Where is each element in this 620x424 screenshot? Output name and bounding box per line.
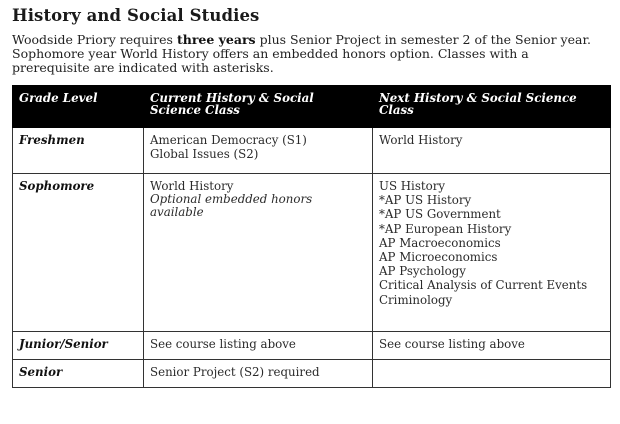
header-grade-level: Grade Level [13, 86, 144, 128]
next-class-item: *AP US History [379, 193, 472, 208]
next-class-cell [373, 174, 611, 332]
next-class-item: Critical Analysis of Current Events [379, 278, 588, 293]
next-class-item: US History [379, 179, 446, 193]
intro-text-end: plus Senior Project in semester 2 of the Senior year. Sophomore year World History offers an embedded honors option. Classes with a prerequisite are indicated with asterisks. [12, 32, 592, 75]
current-class-item: World History [150, 179, 234, 193]
table-row [13, 360, 611, 388]
next-class-item: AP Psychology [379, 264, 466, 279]
next-class-item: World History [379, 133, 463, 147]
next-class-item: AP Macroeconomics [379, 235, 501, 250]
current-class-cell [144, 128, 373, 174]
grade-cell: Freshmen [13, 128, 144, 174]
grade-cell: Senior [13, 360, 144, 388]
next-class-item: See course listing above [379, 337, 525, 351]
next-class-item: Criminology [379, 292, 453, 307]
honors-note: Optional embedded honors available [150, 192, 313, 220]
current-class-cell [144, 174, 373, 332]
intro-text-bold: three years [176, 32, 256, 47]
current-class-cell [144, 360, 373, 388]
next-class-item: *AP European History [379, 221, 512, 236]
intro-paragraph [12, 33, 610, 75]
next-class-cell [373, 128, 611, 174]
header-next-class: Next History & Social Science Class [373, 86, 611, 128]
current-class-cell [144, 332, 373, 360]
next-class-cell [373, 332, 611, 360]
current-class-item: See course listing above [150, 337, 296, 351]
next-class-cell [373, 360, 611, 388]
next-class-item: AP Microeconomics [379, 250, 498, 265]
course-table [12, 85, 611, 388]
header-current-class: Current History & Social Science Class [144, 86, 373, 128]
table-body [13, 128, 611, 388]
current-class-item: Senior Project (S2) required [150, 365, 320, 379]
table-row [13, 128, 611, 174]
table-row [13, 174, 611, 332]
current-class-item: American Democracy (S1) [150, 133, 307, 147]
next-class-item: *AP US Government [379, 207, 501, 222]
table-row [13, 332, 611, 360]
page-title: History and Social Studies [12, 6, 260, 25]
intro-text-start: Woodside Priory requires [12, 32, 177, 47]
current-class-item: Global Issues (S2) [150, 147, 259, 162]
table-header-row [13, 86, 611, 128]
grade-cell: Junior/Senior [13, 332, 144, 360]
grade-cell: Sophomore [13, 174, 144, 332]
